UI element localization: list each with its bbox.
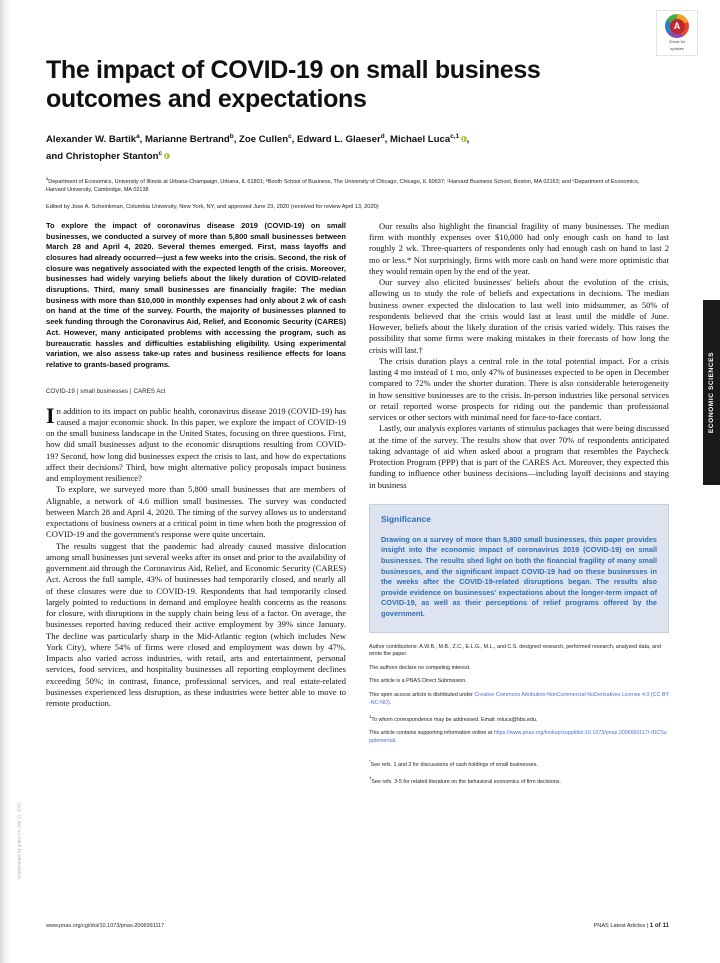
author-affiliation-marker: b <box>229 133 234 140</box>
author-list <box>46 130 646 164</box>
significance-heading: Significance <box>381 513 431 524</box>
footnote-star-marker: * <box>369 758 371 764</box>
footnote-open-access <box>369 692 669 707</box>
open-access-suffix: . <box>389 699 392 706</box>
body-paragraph: To explore, we surveyed more than 5,800 small businesses that are members of Alignable, a network of 4.6 million small businesses. The survey was conducted between March 28 and April 4, 2020. The timing of the survey allows us to understand expectations of business owners at a critical point in time when both the progression of COVID-19 and the government's response were quite uncertain. <box>46 484 346 540</box>
footnote-competing-interest: The authors declare no competing interest. <box>369 664 471 671</box>
author-affiliation-marker: c,1 <box>450 133 460 140</box>
crossmark-label-line2: updates <box>670 46 684 51</box>
body-paragraph: The results suggest that the pandemic had already caused massive dislocation among small businesses just several weeks after its onset and prior to the availability of government aid through the Coronavirus Aid, Relief, and Economic Security (CARES) Act. Across the full sample, 43% of businesses had temporarily closed, and nearly all of these closures were due to COVID-19. Respondents that had temporarily closed largely pointed to reductions in demand and employee health concerns as the reasons for closure, with disruptions in the supply chain being less of a factor. On average, the businesses reported having reduced their active employment by 39% since January. The decline was particularly sharp in the Mid-Atlantic region (which includes New York City), where 54% of firms were closed and employment was down by 47%. Impacts also varied across industries, with retail, arts and entertainment, personal services, food services, and hospitality businesses all reporting employment declines exceeding 50%; in contrast, finance, professional services, and real estate-related businesses experienced less disruption, as these industries were better able to move to remote production. <box>46 540 346 709</box>
body-paragraph: Our results also highlight the financial fragility of many businesses. The median firm with monthly expenses over $10,000 had only enough cash on hand to last roughly 2 wk. Three-quarters of respondents only had enough cash on hand to last 2 mo or less.* Not surprisingly, firms with more cash on hand were more optimistic that they would remain open by the end of the year. <box>369 220 669 276</box>
author-affiliation-marker: a <box>136 133 140 140</box>
author-affiliation-marker: d <box>380 133 385 140</box>
footnote-star <box>369 758 669 769</box>
affiliations-text: Department of Economics, University of Illinois at Urbana-Champaign, Urbana, IL 61801; ᵇBooth School of Business, The University of Chicago, Chicago, IL 60637; ᶜHarvard Business School, Boston, MA 02163; and ᵈDepartment of Economics, Harvard University, Cambridge, MA 02138 <box>46 178 640 193</box>
body-paragraph: The crisis duration plays a central role in the total potential impact. For a crisis lasting 4 mo instead of 1 mo, only 47% of businesses expected to be open in December compared to 72% under the shorter duration. There is also considerable heterogeneity in how sensitive businesses are to the crisis. In-person industries like personal services or retail reported worse prospects for riding out the pandemic than professional services or other sectors with minimal need for face-to-face contact. <box>369 355 669 423</box>
crossmark-label-line1: Check for <box>668 40 686 44</box>
supporting-info-link[interactable]: https://www.pnas.org/lookup/suppl/doi:10.1073/pnas.2006991117/-/DCSupplemental <box>369 730 667 745</box>
footer-right <box>594 922 669 929</box>
footnote-dagger-marker: † <box>369 776 372 782</box>
footer-separator: | <box>646 923 649 929</box>
footnote-direct-submission: This article is a PNAS Direct Submission. <box>369 678 467 685</box>
footnote-author-contributions: Author contributions: A.W.B., M.B., Z.C., E.L.G., M.L., and C.S. designed research, performed research, analyzed data, and wrote the paper. <box>369 643 661 658</box>
author-line-2: and Christopher Stanton <box>46 150 159 162</box>
abstract: To explore the impact of coronavirus disease 2019 (COVID-19) on small businesses, we conducted a survey of more than 5,800 small businesses between March 28 and April 4, 2020. Several themes emerged. First, mass layoffs and closures had already occurred—just a few weeks into the crisis. Second, the risk of closure was negatively associated with the expected length of the crisis. Moreover, businesses had widely varying beliefs about the likely duration of COVID-related disruptions. Third, many small businesses are financially fragile: The median business with more than $10,000 in monthly expenses had only about 2 wk of cash on hand at the time of the survey. Fourth, the majority of businesses planned to seek funding through the Coronavirus Aid, Relief, and Economic Security (CARES) Act. However, many anticipated problems with accessing the program, such as bureaucratic hassles and difficulties establishing eligibility. Using experimental variation, we also assess take-up rates and business resilience effects for loans relative to grants-based programs. <box>46 220 346 369</box>
author-name: Edward L. Glaeser <box>296 134 381 146</box>
article-content <box>46 0 680 792</box>
body-paragraph: Lastly, our analysis explores variants of stimulus packages that were being discussed at the time of the survey. The results show that over 70% of respondents anticipated taking advantage of aid when asked about a program that resembles the Paycheck Protection Program (PPP) that is part of the CARES Act. Moreover, they expected this funding to influence other business decisions—including layoff decisions and staying in business <box>369 423 669 490</box>
affiliations <box>46 175 646 194</box>
author-name: Alexander W. Bartik <box>46 134 137 146</box>
author-name: Michael Luca <box>389 134 451 146</box>
author-name: Marianne Bertrand <box>145 134 230 146</box>
orcid-icon[interactable] <box>164 153 170 159</box>
author-name: Zoe Cullen <box>239 134 289 146</box>
significance-text: Drawing on a survey of more than 5,800 small businesses, this paper provides insight into the economic impact of coronavirus 2019 (COVID-19) on small businesses. The results shed light on both the financial fragility of many small businesses, and the significant impact COVID-19 had on these businesses in the weeks after the COVID-19-related disruptions began. The results also provide evidence on businesses' expectations about the longer-term impact of COVID-19, as well as their perceptions of relief programs offered by the government. <box>381 534 657 618</box>
footnote-star-text: See refs. 1 and 2 for discussions of cash holdings of small businesses. <box>370 761 538 768</box>
orcid-icon[interactable] <box>461 136 467 142</box>
creative-commons-link[interactable]: Creative Commons Attribution-NonCommercial-NoDerivatives License 4.0 (CC BY-NC-ND) <box>369 691 669 706</box>
open-access-prefix: This open access article is distributed under <box>369 691 475 698</box>
body-columns <box>46 221 669 793</box>
footnote-correspondence <box>369 713 669 724</box>
author-affiliation-marker: c <box>158 149 163 157</box>
body-paragraph: Our survey also elicited businesses' beliefs about the evolution of the crisis, allowing us to study the role of beliefs and expectations in decisions. The median business owner expected the dislocation to last well into midsummer, as 50% of respondents believed that the crisis would last at least until the middle of June. However, beliefs about the likely duration of the crisis varied widely. This raises the possibility that some firms were making mistakes in their forecasts of how long the crisis will last.† <box>369 277 669 355</box>
section-tab-label: ECONOMIC SCIENCES <box>708 351 716 434</box>
correspondence-text: To whom correspondence may be addressed. Email: mluca@hbs.edu. <box>371 716 538 723</box>
body-paragraph: In addition to its impact on public health, coronavirus disease 2019 (COVID-19) has caused a major economic shock. In this paper, we explore the impact of COVID-19 on the small business landscape in the United States, focusing on three questions. First, how did small businesses adjust to the economic disruptions resulting from COVID-19? Second, how long did businesses expect the crisis to last, and how do expectations affect their decisions? Third, how might alternative policy proposals impact business and employment resilience? <box>46 402 346 484</box>
footnote-supporting-info <box>369 730 669 745</box>
footnote-rules <box>369 758 669 787</box>
left-column <box>46 221 346 793</box>
footnotes <box>369 644 669 787</box>
page-footer <box>46 922 669 929</box>
scan-edge-gradient <box>0 0 12 963</box>
correspondence-marker: 1 <box>369 714 372 720</box>
significance-box <box>369 504 669 633</box>
author-line-1: Alexander W. Bartik$^a$, Marianne Bertrand$^b$, Zoe Cullen$^c$, Edward L. Glaeser$^d$, Michael Luca$^{c,1}$ , <box>46 133 470 146</box>
footnote-dagger-text: See refs. 3-5 for related literature on the behavioral economics of firm decisions. <box>371 778 561 785</box>
downloaded-watermark: Downloaded by guest on July 11, 2020 <box>16 802 22 879</box>
supporting-suffix: . <box>395 738 397 745</box>
editor-line: Edited by Jose A. Scheinkman, Columbia University, New York, NY, and approved June 23, 2020 (received for review April 13, 2020) <box>46 203 379 210</box>
section-tab <box>703 300 720 485</box>
journal-name: PNAS Latest Articles <box>593 923 646 929</box>
affiliation-marker-a: a <box>46 175 49 181</box>
page-title: The impact of COVID-19 on small business outcomes and expectations <box>46 56 541 113</box>
doi-url[interactable]: www.pnas.org/cgi/doi/10.1073/pnas.2006991117 <box>46 923 165 929</box>
crossmark-logo-letter: A <box>670 19 685 34</box>
keywords: COVID-19 | small businesses | CARES Act <box>46 387 166 395</box>
right-column <box>369 221 669 793</box>
footnote-dagger <box>369 775 669 786</box>
supporting-prefix: This article contains supporting information online at <box>369 730 494 737</box>
author-affiliation-marker: c <box>288 133 292 140</box>
page-number: 1 of 11 <box>649 922 669 929</box>
